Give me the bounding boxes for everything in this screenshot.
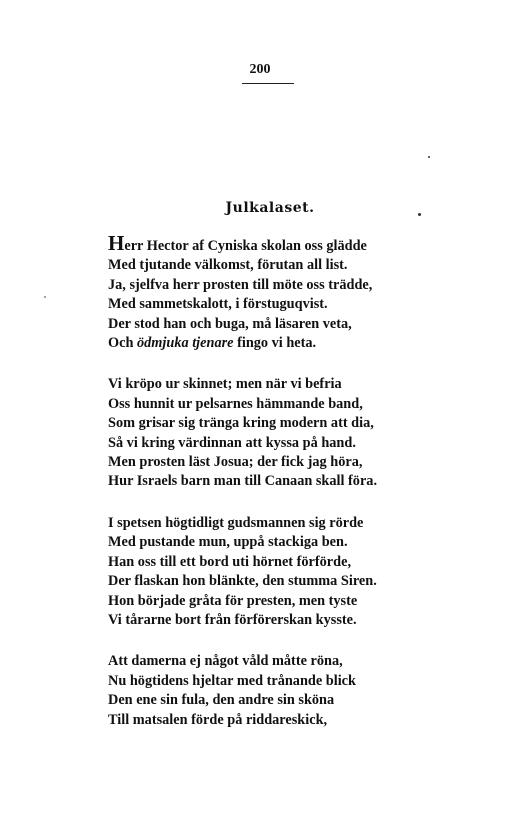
drop-cap-letter: H [108, 231, 125, 255]
poem-line: I spetsen högtidligt gudsmannen sig rörde [108, 514, 364, 531]
print-speck [428, 156, 430, 158]
page-number: 200 [249, 62, 271, 77]
poem-line: Der flaskan hon blänkte, den stumma Siren. [108, 573, 377, 590]
poem-line: Med pustande mun, uppå stackiga ben. [108, 534, 348, 551]
poem-line: Hon började gråta för presten, men tyste [108, 592, 358, 609]
stanza-3 [108, 514, 428, 630]
line-text: err Hector af Cyniska skolan oss glädde [124, 238, 367, 254]
page-number-rule [242, 83, 294, 84]
poem-line: Hur Israels barn man till Canaan skall föra. [108, 473, 378, 490]
poem-title: Julkalaset. [225, 200, 315, 216]
poem-line: Med sammetskalott, i förstuguqvist. [108, 296, 328, 313]
poem-line: Den ene sin fula, den andre sin sköna [108, 692, 335, 709]
poem-line: Vi tårarne bort från förförerskan kysste. [108, 611, 357, 628]
stanza-2 [108, 375, 428, 491]
poem-line: Han oss till ett bord uti hörnet förförde, [108, 553, 352, 570]
poem-line: Ja, sjelfva herr prosten till möte oss trädde, [108, 276, 373, 293]
stanza-1 [108, 231, 428, 353]
stanza-4 [108, 652, 428, 730]
line-text: fingo vi heta. [233, 335, 317, 352]
poem-line: Som grisar sig tränga kring modern att dia, [108, 415, 374, 432]
line-text: Och [108, 335, 137, 352]
poem-line: Vi kröpo ur skinnet; men när vi befria [108, 376, 342, 393]
poem-line [108, 334, 428, 353]
poem-line: Så vi kring värdinnan att kyssa på hand. [108, 434, 356, 451]
poem-line: Oss hunnit ur pelsarnes hämmande band, [108, 395, 363, 412]
italic-phrase: ödmjuka tjenare [137, 335, 234, 352]
poem-line: Att damerna ej något våld måtte röna, [108, 653, 343, 670]
poem-body [108, 231, 428, 752]
print-speck [44, 296, 46, 298]
poem-line: Nu högtidens hjeltar med trånande blick [108, 672, 356, 689]
poem-line: Der stod han och buga, må läsaren veta, [108, 315, 352, 332]
poem-line: Men prosten läst Josua; der fick jag höra, [108, 454, 363, 471]
print-speck [418, 213, 421, 216]
poem-line [108, 231, 428, 256]
poem-line: Till matsalen förde på riddareskick, [108, 711, 328, 728]
poem-line: Med tjutande välkomst, förutan all list. [108, 257, 348, 274]
